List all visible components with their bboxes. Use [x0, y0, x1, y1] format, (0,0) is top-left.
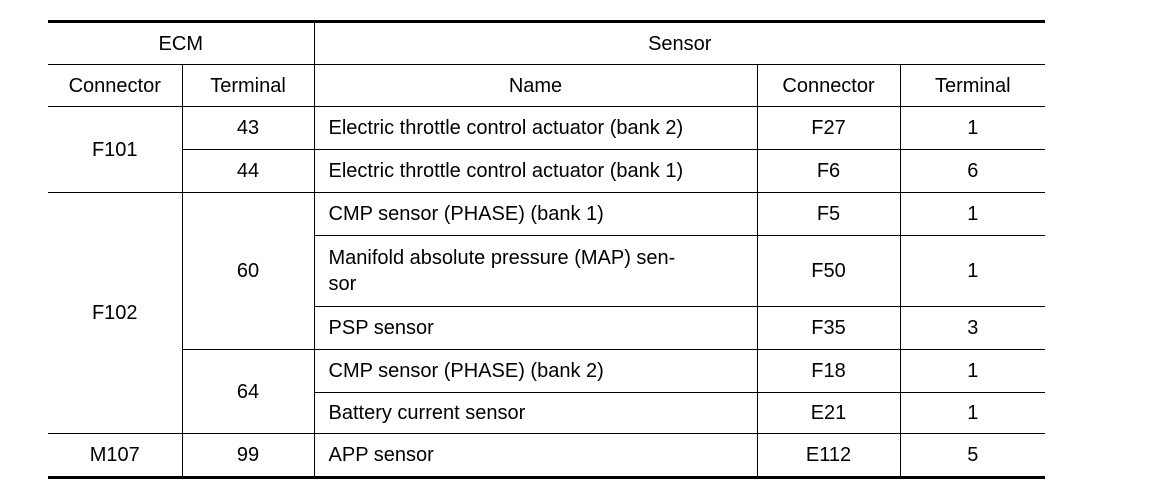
- ecm-connector-cell: M107: [48, 434, 182, 478]
- sensor-terminal-cell: 1: [900, 193, 1045, 236]
- sensor-terminal-cell: 1: [900, 107, 1045, 150]
- column-header-row: [48, 65, 1045, 107]
- sensor-terminal-cell: 3: [900, 307, 1045, 350]
- group-header-row: [48, 22, 1045, 65]
- sensor-name-cell: PSP sensor: [314, 307, 757, 350]
- sensor-connector-cell: F6: [757, 150, 900, 193]
- ecm-terminal-cell: 43: [182, 107, 314, 150]
- sensor-connector-cell: F5: [757, 193, 900, 236]
- sensor-name-cell: APP sensor: [314, 434, 757, 478]
- ecm-terminal-cell: 60: [182, 193, 314, 350]
- sensor-terminal-cell: 5: [900, 434, 1045, 478]
- sensor-connector-cell: F27: [757, 107, 900, 150]
- sensor-name-cell: Electric throttle control actuator (bank 1): [314, 150, 757, 193]
- ecm-terminal-header: Terminal: [182, 65, 314, 107]
- ecm-connector-cell: F102: [48, 193, 182, 434]
- sensor-group-header: Sensor: [314, 22, 1045, 65]
- table-row: [48, 150, 1045, 193]
- table-row: [48, 434, 1045, 478]
- sensor-terminal-cell: 1: [900, 236, 1045, 307]
- ecm-terminal-cell: 44: [182, 150, 314, 193]
- sensor-connector-cell: E21: [757, 393, 900, 434]
- sensor-connector-cell: E112: [757, 434, 900, 478]
- ecm-terminal-cell: 99: [182, 434, 314, 478]
- table-row: [48, 193, 1045, 236]
- sensor-name-cell: Battery current sensor: [314, 393, 757, 434]
- sensor-connector-cell: F50: [757, 236, 900, 307]
- sensor-terminal-cell: 1: [900, 393, 1045, 434]
- sensor-connector-cell: F18: [757, 350, 900, 393]
- ecm-terminal-cell: 64: [182, 350, 314, 434]
- sensor-name-cell-wrapped: [314, 236, 757, 307]
- ecm-connector-cell: F101: [48, 107, 182, 193]
- sensor-name-cell: CMP sensor (PHASE) (bank 1): [314, 193, 757, 236]
- sensor-name-line-2: sor: [328, 273, 357, 295]
- sensor-terminal-cell: 1: [900, 350, 1045, 393]
- sensor-terminal-header: Terminal: [900, 65, 1045, 107]
- table-row: [48, 107, 1045, 150]
- sensor-name-cell: Electric throttle control actuator (bank 2): [314, 107, 757, 150]
- sensor-name-header: Name: [314, 65, 757, 107]
- ecm-group-header: ECM: [48, 22, 314, 65]
- ecm-connector-header: Connector: [48, 65, 182, 107]
- sensor-connector-cell: F35: [757, 307, 900, 350]
- sensor-connector-header: Connector: [757, 65, 900, 107]
- sensor-terminal-cell: 6: [900, 150, 1045, 193]
- ecm-sensor-connection-table: [48, 20, 1045, 479]
- sensor-name-line-1: Manifold absolute pressure (MAP) sen-: [328, 247, 676, 269]
- table-row: [48, 350, 1045, 393]
- sensor-name-cell: CMP sensor (PHASE) (bank 2): [314, 350, 757, 393]
